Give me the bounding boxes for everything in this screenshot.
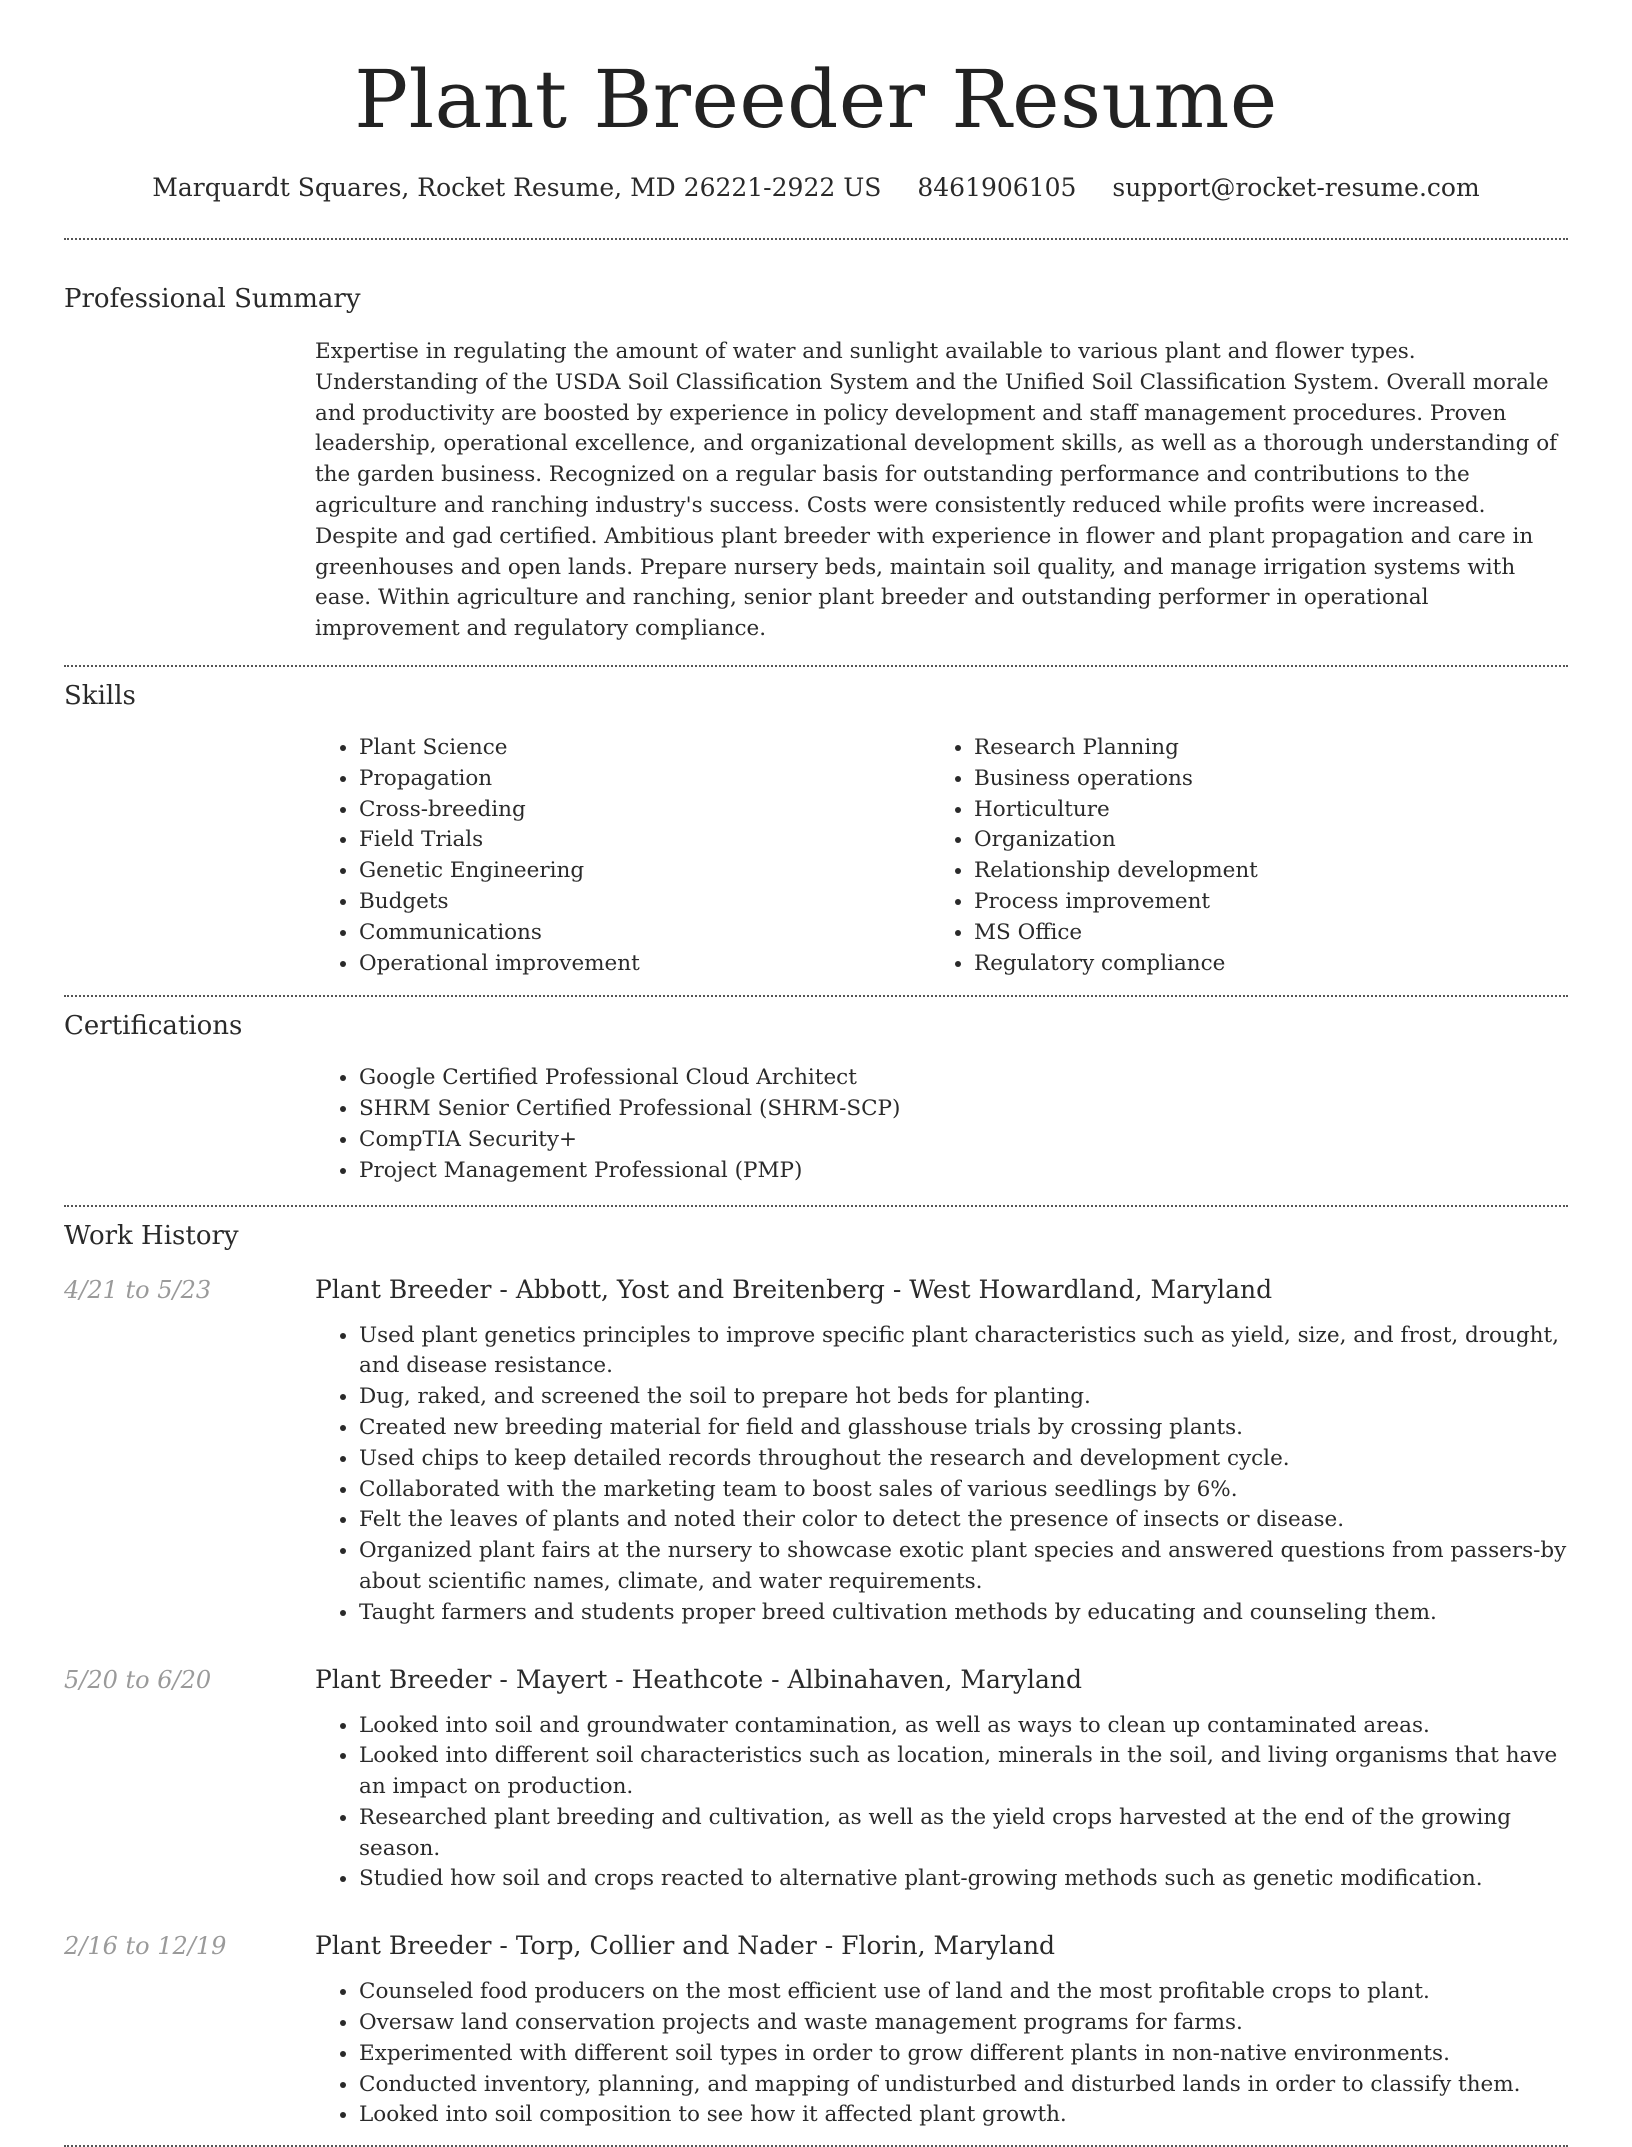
skill-item: • Budgets xyxy=(359,887,930,918)
section-heading-certifications: Certifications xyxy=(64,1011,243,1042)
job-bullet: • Conducted inventory, planning, and mapping of undisturbed and disturbed lands in order to classify them. xyxy=(359,2070,1568,2101)
contact-phone: 8461906105 xyxy=(917,173,1077,202)
skills-list-left xyxy=(315,733,930,979)
resume-title: Plant Breeder Resume xyxy=(354,53,1278,146)
work-history-section xyxy=(0,1207,1632,2132)
contact-email: support@rocket-resume.com xyxy=(1112,173,1480,202)
job-bullet: • Researched plant breeding and cultivation, as well as the yield crops harvested at the end of the growing season. xyxy=(359,1803,1568,1865)
skill-item: • Research Planning xyxy=(974,733,1568,764)
summary-content xyxy=(315,337,1568,645)
job-entry xyxy=(64,1663,1568,1896)
section-heading-summary: Professional Summary xyxy=(64,284,361,314)
summary-section xyxy=(0,240,1632,645)
job-bullet: • Studied how soil and crops reacted to alternative plant-growing methods such as genetic modification. xyxy=(359,1864,1568,1895)
job-bullets xyxy=(315,1321,1568,1629)
job-bullets xyxy=(315,1977,1568,2131)
job-bullet: • Counseled food producers on the most efficient use of land and the most profitable crops to plant. xyxy=(359,1977,1568,2008)
job-bullet: • Used chips to keep detailed records throughout the research and development cycle. xyxy=(359,1444,1568,1475)
certification-item: • SHRM Senior Certified Professional (SHRM-SCP) xyxy=(359,1094,1568,1125)
contact-address: Marquardt Squares, Rocket Resume, MD 26221-2922 US xyxy=(152,173,882,202)
certification-item: • CompTIA Security+ xyxy=(359,1125,1568,1156)
skill-item: • Communications xyxy=(359,918,930,949)
skill-item: • Genetic Engineering xyxy=(359,856,930,887)
job-title: Plant Breeder - Torp, Collier and Nader - Florin, Maryland xyxy=(315,1931,1056,1961)
skill-item: • Operational improvement xyxy=(359,949,930,980)
skills-section xyxy=(0,667,1632,979)
skill-item: • Plant Science xyxy=(359,733,930,764)
job-bullet: • Organized plant fairs at the nursery to showcase exotic plant species and answered questions from passers-by about scientific names, climate, and water requirements. xyxy=(359,1536,1568,1598)
contact-line xyxy=(0,172,1632,204)
skills-grid xyxy=(315,733,1568,979)
skill-item: • Propagation xyxy=(359,764,930,795)
job-bullet: • Oversaw land conservation projects and waste management programs for farms. xyxy=(359,2008,1568,2039)
skill-item: • Cross-breeding xyxy=(359,795,930,826)
job-dates: 5/20 to 6/20 xyxy=(64,1665,212,1694)
job-entry xyxy=(64,1929,1568,2131)
section-heading-skills: Skills xyxy=(64,680,136,711)
certifications-section xyxy=(0,997,1632,1186)
job-content xyxy=(315,1663,1568,1896)
job-bullet: • Looked into different soil characteristics such as location, minerals in the soil, and living organisms that have an impact on production. xyxy=(359,1741,1568,1803)
job-entry xyxy=(64,1273,1568,1629)
skill-item: • Regulatory compliance xyxy=(974,949,1568,980)
job-bullet: • Dug, raked, and screened the soil to prepare hot beds for planting. xyxy=(359,1382,1568,1413)
job-content xyxy=(315,1273,1568,1629)
job-bullets xyxy=(315,1711,1568,1896)
job-content xyxy=(315,1929,1568,2131)
job-bullet: • Created new breeding material for field and glasshouse trials by crossing plants. xyxy=(359,1413,1568,1444)
skill-item: • Business operations xyxy=(974,764,1568,795)
job-dates: 4/21 to 5/23 xyxy=(64,1275,212,1304)
certification-item: • Google Certified Professional Cloud Architect xyxy=(359,1063,1568,1094)
skill-item: • Organization xyxy=(974,825,1568,856)
job-bullet: • Collaborated with the marketing team to boost sales of various seedlings by 6%. xyxy=(359,1475,1568,1506)
job-bullet: • Looked into soil composition to see how it affected plant growth. xyxy=(359,2100,1568,2131)
job-title: Plant Breeder - Mayert - Heathcote - Albinahaven, Maryland xyxy=(315,1664,1083,1694)
job-bullet: • Felt the leaves of plants and noted their color to detect the presence of insects or disease. xyxy=(359,1505,1568,1536)
certifications-content xyxy=(315,1063,1568,1186)
skill-item: • Relationship development xyxy=(974,856,1568,887)
skill-item: • Process improvement xyxy=(974,887,1568,918)
skill-item: • Horticulture xyxy=(974,795,1568,826)
certification-item: • Project Management Professional (PMP) xyxy=(359,1156,1568,1187)
job-bullet: • Looked into soil and groundwater contamination, as well as ways to clean up contaminated areas. xyxy=(359,1711,1568,1742)
job-bullet: • Used plant genetics principles to improve specific plant characteristics such as yield, size, and frost, drought, and disease resistance. xyxy=(359,1321,1568,1383)
skill-item: • MS Office xyxy=(974,918,1568,949)
summary-text: Expertise in regulating the amount of water and sunlight available to various plant and flower types. Understanding of the USDA Soil Classification System and the Unified Soil Classification System. Overall morale and productivity are boosted by experience in policy development and staff management procedures. Proven leadership, operational excellence, and organizational development skills, as well as a thorough understanding of the garden business. Recognized on a regular basis for outstanding performance and contributions to the agriculture and ranching industry's success. Costs were consistently reduced while profits were increased. Despite and gad certified. Ambitious plant breeder with experience in flower and plant propagation and care in greenhouses and open lands. Prepare nursery beds, maintain soil quality, and manage irrigation systems with ease. Within agriculture and ranching, senior plant breeder and outstanding performer in operational improvement and regulatory compliance. xyxy=(315,339,1558,642)
skills-list-right xyxy=(930,733,1568,979)
job-bullet: • Experimented with different soil types in order to grow different plants in non-native environments. xyxy=(359,2039,1568,2070)
skill-item: • Field Trials xyxy=(359,825,930,856)
job-title: Plant Breeder - Abbott, Yost and Breitenberg - West Howardland, Maryland xyxy=(315,1274,1273,1304)
section-heading-work-history: Work History xyxy=(64,1220,239,1251)
certifications-list xyxy=(315,1063,1568,1186)
job-bullet: • Taught farmers and students proper breed cultivation methods by educating and counseling them. xyxy=(359,1598,1568,1629)
job-dates: 2/16 to 12/19 xyxy=(64,1932,227,1961)
